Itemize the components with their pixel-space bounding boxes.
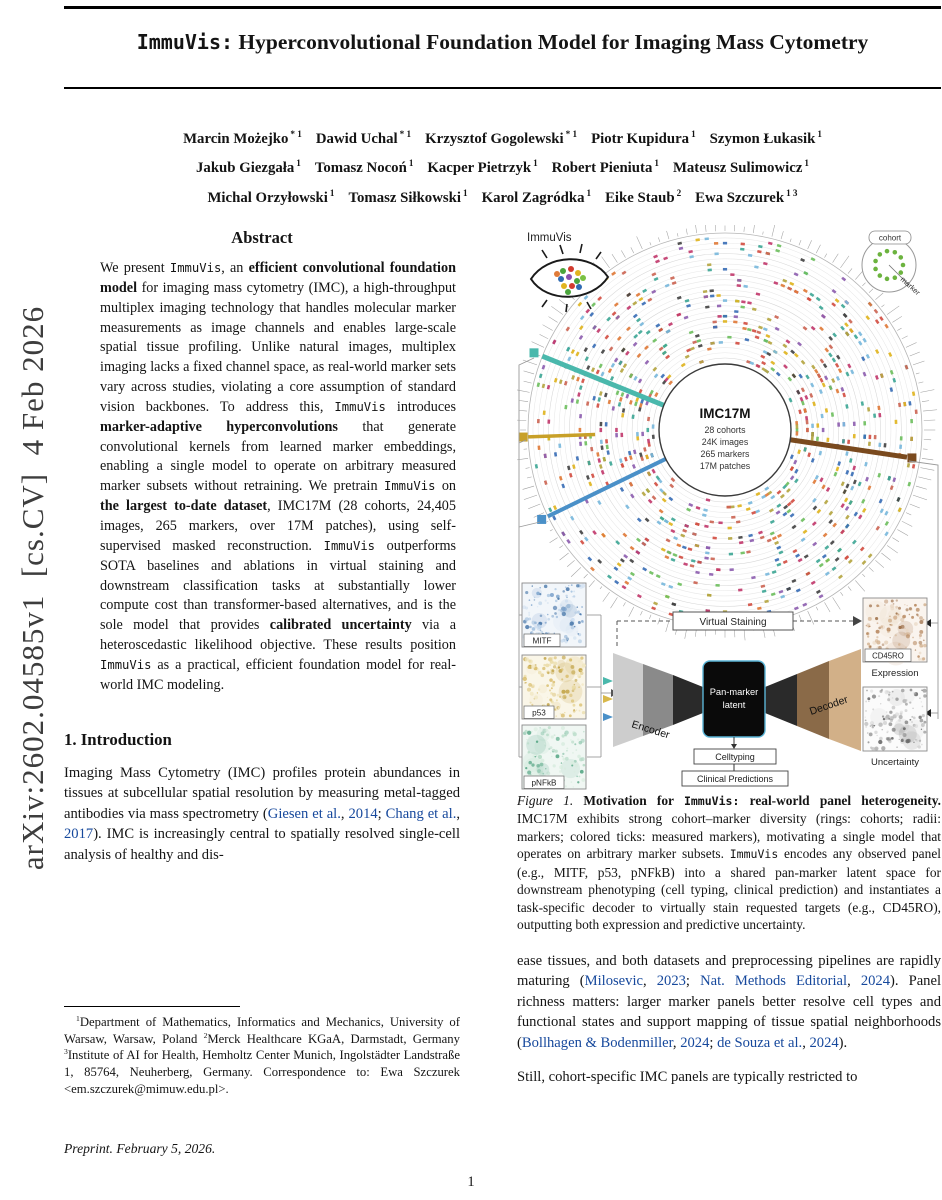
text-run: ImmuVis	[729, 847, 779, 862]
dataset-stat: 265 markers	[700, 449, 750, 459]
section-heading-introduction: 1. Introduction	[64, 729, 172, 749]
preprint-line: Preprint. February 5, 2026.	[64, 1141, 216, 1156]
dataset-stats-circle	[659, 364, 791, 496]
author-name: Marcin Możejko $^{* 1}$	[183, 129, 302, 147]
uncertainty-label: Uncertainty	[870, 757, 920, 768]
clinical-predictions-label: Clinical Predictions	[696, 774, 774, 784]
dataset-stat: 28 cohorts	[704, 425, 746, 435]
encoder-input-arrow	[603, 713, 613, 721]
author-name: Szymon Łukasik $^1$	[709, 129, 822, 147]
text-run: marker-adaptive hyperconvolutions	[100, 418, 338, 435]
text-run: ImmuVis	[169, 261, 222, 275]
legend-marker-label: marker	[898, 274, 923, 298]
text-run: ,	[643, 973, 657, 990]
footnote-rule	[64, 1006, 240, 1007]
text-run: ).	[838, 1035, 848, 1051]
legend-cohort-label: cohort	[878, 233, 902, 243]
author-block	[64, 122, 941, 210]
figure-1-graphic	[517, 225, 941, 790]
right-paragraph-2	[517, 1067, 941, 1088]
text-run: ;	[377, 805, 386, 822]
pan-marker-latent-box	[703, 661, 765, 737]
citation-link[interactable]: 2024	[680, 1035, 710, 1051]
text-run: ,	[847, 973, 861, 990]
text-run: on	[435, 478, 457, 495]
text-run: 1	[76, 1013, 80, 1023]
title-code-part: ImmuVis:	[136, 30, 234, 54]
page-number: 1	[467, 1174, 475, 1190]
panel-pnfkb-label: pNFkB	[531, 778, 557, 788]
right-paragraph-1	[517, 951, 941, 1054]
left-column	[64, 228, 460, 866]
figure-logo-label: ImmuVis	[527, 232, 572, 244]
author-name: Krzysztof Gogolewski $^{* 1}$	[425, 129, 578, 147]
text-run: as a practical, efficient foundation model for real-world IMC modeling.	[100, 656, 456, 693]
footnote-text	[64, 1014, 460, 1097]
title-rest: Hyperconvolutional Foundation Model for Imaging Mass Cytometry	[233, 30, 869, 54]
panel-pnfkb	[522, 725, 586, 789]
panel-mitf-label: MITF	[532, 636, 552, 646]
text-run: Department of Mathematics, Informatics and Mechanics, University of Warsaw, Warsaw, Poland	[64, 1015, 460, 1046]
text-run: Merck Healthcare KGaA, Darmstadt, Germany	[207, 1031, 460, 1046]
citation-link[interactable]: de Souza et al.	[717, 1035, 803, 1051]
text-run: calibrated uncertainty	[269, 617, 412, 634]
text-run: ;	[685, 973, 701, 990]
text-run: ;	[709, 1035, 718, 1051]
panel-cd45ro-expression	[863, 598, 927, 679]
author-name: Tomasz Nocoń $^1$	[314, 158, 414, 177]
encoder-label: Encoder	[630, 718, 672, 742]
dataset-stat: 17M patches	[699, 461, 751, 471]
text-run: the largest to-date dataset	[100, 498, 268, 515]
text-run: ,	[802, 1035, 810, 1051]
author-name: Karol Zagródka $^1$	[481, 187, 592, 206]
citation-link[interactable]: Milosevic	[584, 973, 643, 990]
figure-1	[517, 225, 941, 790]
text-run: 3	[64, 1047, 68, 1057]
text-run: efficient convolutional foundation model	[100, 260, 456, 296]
citation-link[interactable]: Nat. Methods Editorial	[700, 973, 848, 990]
text-run: Imaging Mass Cytometry (IMC) profiles protein abundances in tissues at subcellular spatial resolution by measuring metal-tagged antibodies via mass spectrometry (	[64, 764, 460, 822]
panel-mitf	[522, 583, 586, 647]
text-run: ease tissues, and both datasets and preprocessing pipelines are rapidly maturing (	[517, 952, 941, 990]
text-run: ImmuVis	[100, 657, 152, 672]
title-rule	[64, 87, 941, 89]
author-name: Piotr Kupidura $^1$	[591, 129, 696, 147]
latent-label-line2: latent	[722, 700, 746, 710]
right-column	[517, 225, 941, 1087]
text-run: introduces	[385, 398, 456, 415]
virtual-staining-label: Virtual Staining	[699, 617, 767, 628]
encoder-input-arrow	[603, 677, 613, 685]
author-name: Ewa Szczurek $^{1 3}$	[695, 187, 798, 206]
expression-label: Expression	[871, 668, 919, 679]
text-run: encodes any observed panel (e.g., MITF, p53, pNFkB) into a shared pan-marker latent space for downstream phenotyping (cell typing, clinical prediction) and instantiates a task-specific decoder to virtually stain requested targets (e.g., CD45RO), outputting both expression and predictive uncertainty.	[517, 846, 941, 933]
text-run: , IMC17M (28 cohorts, 24,405 images, 265 markers, over 17M patches), using self-supervised masked reconstruction.	[100, 498, 456, 554]
decoder-label: Decoder	[808, 693, 850, 718]
author-name: Dawid Uchal $^{* 1}$	[315, 129, 412, 147]
text-run: We present	[100, 260, 170, 276]
text-run: ). Panel richness matters: larger marker panels better resolve cell types and functional states and support mapping of tissue spatial neighborhoods (	[517, 973, 942, 1051]
panel-p53	[522, 655, 586, 719]
virtual-staining-flow	[617, 612, 862, 649]
text-run: ImmuVis:	[683, 794, 740, 808]
text-run: IMC17M exhibits strong cohort–marker diversity (rings: cohorts; radii: markers; colored ticks: measured markers), motivating a single model that operates on arbitrary marker subsets.	[517, 811, 941, 862]
author-name: Michal Orzyłowski $^1$	[207, 187, 335, 206]
abstract-text	[64, 259, 460, 696]
top-rule	[64, 6, 941, 9]
text-run: Motivation for	[583, 793, 684, 808]
author-name: Jakub Giezgała $^1$	[196, 158, 301, 177]
text-run: ImmuVis	[383, 479, 436, 494]
text-run: real-world panel heterogeneity.	[739, 793, 941, 808]
text-run: Institute of AI for Health, Hemholtz Center Munich, Ingolstädter Landstraße 1, 85764, Neuherberg, Germany. Correspondence to: Ewa Szczurek <em.szczurek@mimuw.edu.pl>.	[64, 1048, 460, 1096]
citation-link[interactable]: 2017	[64, 826, 94, 843]
text-run: Figure 1.	[517, 793, 574, 808]
citation-link[interactable]: 2024	[809, 1035, 839, 1051]
text-run: via a heteroscedastic likelihood objective. These results position	[100, 617, 456, 654]
text-run: , an	[221, 260, 249, 276]
panel-cd45ro-label: CD45RO	[872, 651, 904, 661]
figure-caption	[517, 792, 941, 934]
latent-label-line1: Pan-marker	[709, 687, 759, 697]
text-run: ImmuVis	[334, 399, 386, 414]
citation-link[interactable]: 2024	[860, 973, 890, 990]
citation-link[interactable]: 2023	[656, 973, 686, 990]
cohort-marker-legend	[862, 231, 922, 297]
text-run: ). IMC is increasingly central to spatially resolved single-cell analysis of healthy and dis-	[64, 826, 460, 863]
author-name: Kacper Pietrzyk $^1$	[427, 158, 538, 177]
dataset-stat: 24K images	[701, 437, 749, 447]
celltyping-box	[694, 737, 776, 764]
intro-paragraph	[64, 763, 460, 866]
footnote-block	[64, 1006, 460, 1097]
panel-p53-label: p53	[532, 708, 546, 718]
author-name: Eike Staub $^2$	[605, 187, 682, 206]
dataset-title: IMC17M	[699, 406, 751, 421]
text-run: ,	[672, 1035, 681, 1051]
text-run	[573, 793, 583, 808]
text-run: ,	[340, 805, 349, 822]
text-run: ,	[456, 805, 461, 822]
abstract-heading: Abstract	[231, 228, 293, 247]
text-run: Still, cohort-specific IMC panels are typically restricted to	[517, 1068, 858, 1085]
celltyping-label: Celltyping	[715, 752, 755, 762]
citation-link[interactable]: Chang et al.	[385, 805, 457, 822]
paper-title	[64, 30, 941, 55]
text-run: for imaging mass cytometry (IMC), a high-throughput multiplex imaging technology that handles molecular marker measurements as image channels and enables large-scale spatial tissue profiling. Unlike natural images, multiplex imaging lacks a fixed channel space, as real-world marker sets vary across studies, violating a core assumption of standard vision backbones. To address this,	[100, 279, 456, 415]
author-name: Mateusz Sulimowicz $^1$	[672, 158, 809, 177]
text-run: ImmuVis	[323, 538, 376, 553]
panel-uncertainty	[863, 687, 927, 768]
citation-link[interactable]: Bollhagen & Bodenmiller	[521, 1035, 673, 1051]
author-name: Tomasz Siłkowski $^1$	[348, 187, 468, 206]
text-run: outperforms SOTA baselines and ablations in virtual staining and downstream classification tasks at substantially lower compute cost than transformer-based alternatives, and is the sole model that provides	[100, 537, 456, 634]
text-run: that generate convolutional kernels from learned marker embeddings, enabling a single model to operate on arbitrary measured marker subsets without retraining. We pretrain	[100, 418, 456, 495]
clinical-predictions-box	[682, 764, 788, 786]
citation-link[interactable]: Giesen et al.	[267, 805, 341, 822]
text-run: 2	[203, 1030, 208, 1040]
arxiv-watermark: arXiv:2602.04585v1 [cs.CV] 4 Feb 2026	[15, 305, 50, 871]
citation-link[interactable]: 2014	[348, 805, 378, 822]
author-name: Robert Pieniuta $^1$	[551, 158, 659, 177]
